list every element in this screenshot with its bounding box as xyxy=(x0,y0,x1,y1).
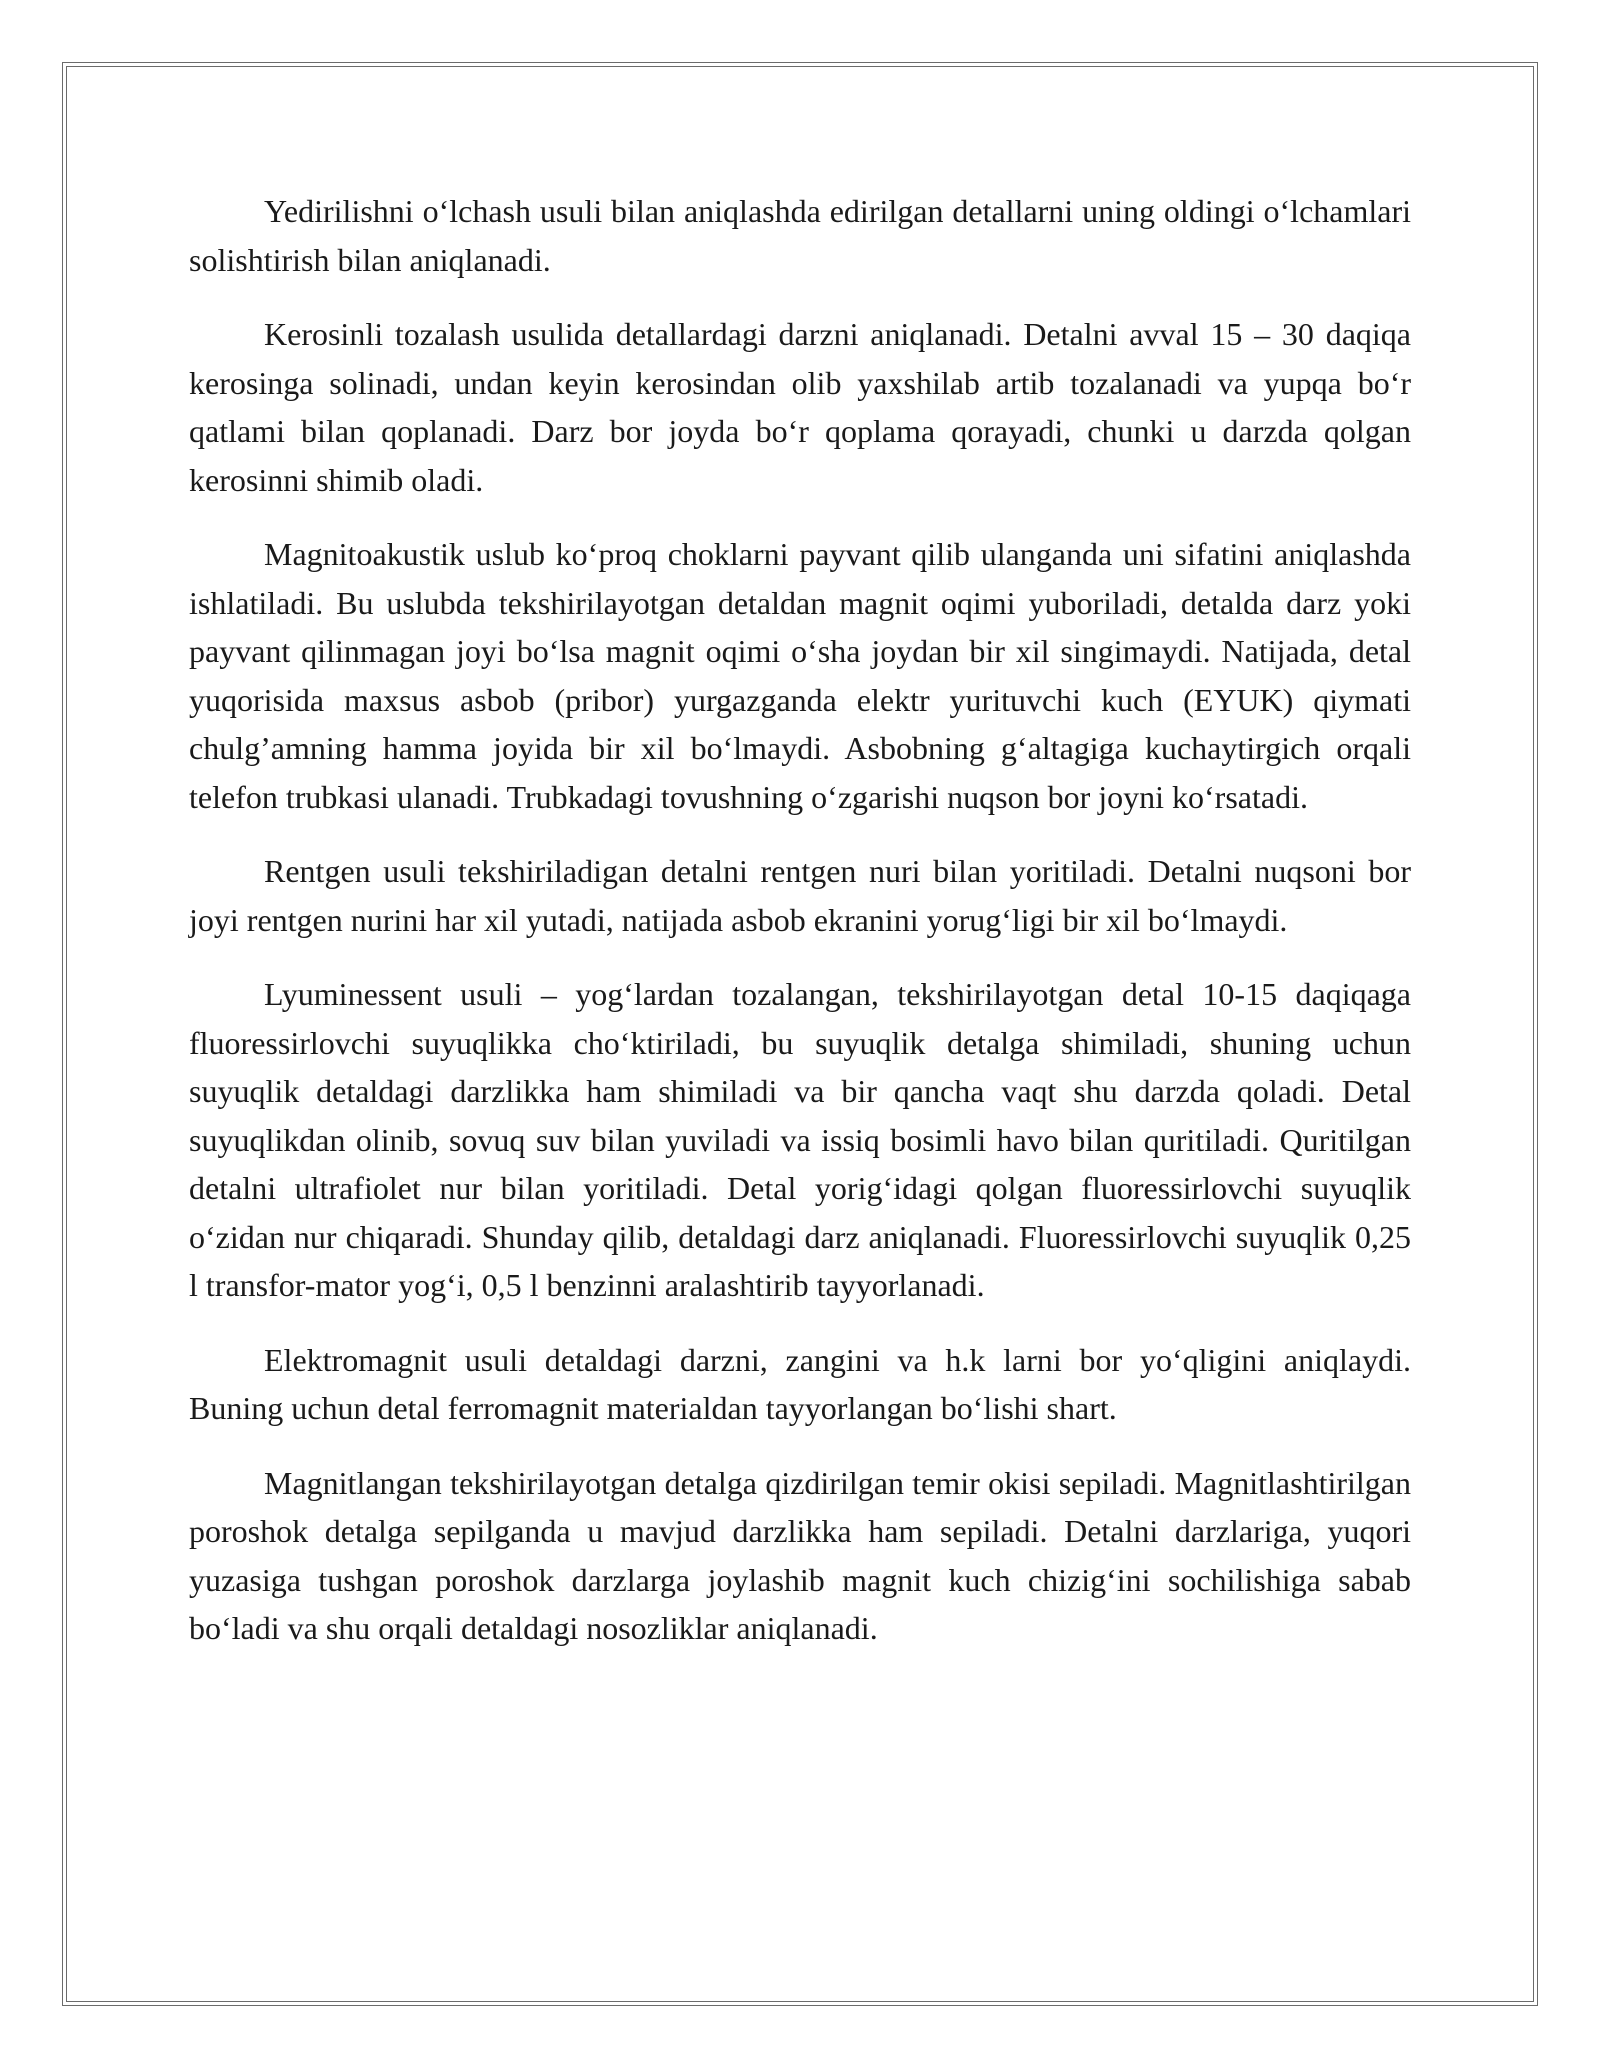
paragraph-kerosene-cleaning: Kerosinli tozalash usulida detallardagi darzni aniqlanadi. Detalni avval 15 – 30 daqiqa kerosinga solinadi, undan keyin kerosindan olib yaxshilab artib tozalanadi va yupqa bo‘r qatlami bilan qoplanadi. Darz bor joyda bo‘r qoplama qorayadi, chunki u darzda qolgan kerosinni shimib oladi. xyxy=(189,316,1411,498)
paragraph-magnetic-powder: Magnitlangan tekshirilayotgan detalga qizdirilgan temir okisi sepiladi. Magnitlashtirilgan poroshok detalga sepilganda u mavjud darzlikka ham sepiladi. Detalni darzlariga, yuqori yuzasiga tushgan poroshok darzlarga joylashib magnit kuch chizig‘ini sochilishiga sabab bo‘ladi va shu orqali detaldagi nosozliklar aniqlanadi. xyxy=(189,1464,1411,1646)
paragraph-luminescent: Lyuminessent usuli – yog‘lardan tozalangan, tekshirilayotgan detal 10-15 daqiqaga fluoressirlovchi suyuqlikka cho‘ktiriladi, bu suyuqlik detalga shimiladi, shuning uchun suyuqlik detaldagi darzlikka ham shimiladi va bir qancha vaqt shu darzda qoladi. Detal suyuqlikdan olinib, sovuq suv bilan yuviladi va issiq bosimli havo bilan quritiladi. Quritilgan detalni ultrafiolet nur bilan yoritiladi. Detal yorig‘idagi qolgan fluoressirlovchi suyuqlik o‘zidan nur chiqaradi. Shunday qilib, detaldagi darz aniqlanadi. Fluoressirlovchi suyuqlik 0,25 l transfor-mator yog‘i, 0,5 l benzinni aralashtirib tayyorlanadi. xyxy=(189,976,1411,1303)
paragraph-x-ray: Rentgen usuli tekshiriladigan detalni rentgen nuri bilan yoritiladi. Detalni nuqsoni bor joyi rentgen nurini har xil yutadi, natijada asbob ekranini yorug‘ligi bir xil bo‘lmaydi. xyxy=(189,853,1411,938)
paragraph-wear-measurement: Yedirilishni o‘lchash usuli bilan aniqlashda edirilgan detallarni uning oldingi o‘lchamlari solishtirish bilan aniqlanadi. xyxy=(189,193,1411,278)
paragraph-magnetoacoustic: Magnitoakustik uslub ko‘proq choklarni payvant qilib ulanganda uni sifatini aniqlashda ishlatiladi. Bu uslubda tekshirilayotgan detaldan magnit oqimi yuboriladi, detalda darz yoki payvant qilinmagan joyi bo‘lsa magnit oqimi o‘sha joydan bir xil singimaydi. Natijada, detal yuqorisida maxsus asbob (pribor) yurgazganda elektr yurituvchi kuch (EYUK) qiymati chulg’amning hamma joyida bir xil bo‘lmaydi. Asbobning g‘altagiga kuchaytirgich orqali telefon trubkasi ulanadi. Trubkadagi tovushning o‘zgarishi nuqson bor joyni ko‘rsatadi. xyxy=(189,536,1411,815)
document-body xyxy=(189,187,1411,1679)
paragraph-electromagnetic: Elektromagnit usuli detaldagi darzni, zangini va h.k larni bor yo‘qligini aniqlaydi. Buning uchun detal ferromagnit materialdan tayyorlangan bo‘lishi shart. xyxy=(189,1341,1411,1426)
